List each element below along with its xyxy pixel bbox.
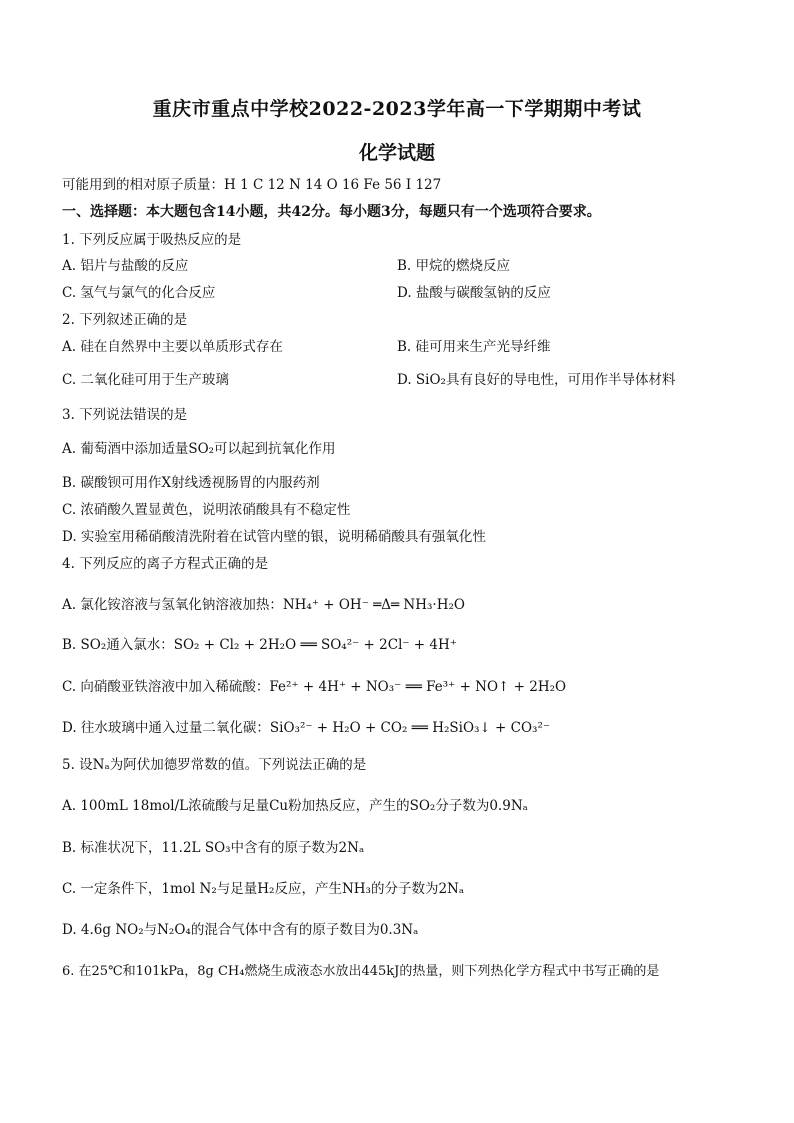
q1-option-a: A. 铝片与盐酸的反应 xyxy=(62,258,189,274)
q2-option-a: A. 硅在自然界中主要以单质形式存在 xyxy=(62,339,283,355)
q4-stem: 4. 下列反应的离子方程式正确的是 xyxy=(62,556,269,572)
atomic-mass-line: 可能用到的相对原子质量：H 1 C 12 N 14 O 16 Fe 56 I 127 xyxy=(62,177,442,193)
q4-option-b: B. SO₂通入氯水：SO₂ + Cl₂ + 2H₂O ══ SO₄²⁻ + 2Cl⁻ + 4H⁺ xyxy=(62,637,457,653)
q4-option-d: D. 往水玻璃中通入过量二氧化碳：SiO₃²⁻ + H₂O + CO₂ ══ H₂SiO₃↓ + CO₃²⁻ xyxy=(62,720,550,736)
q2-stem: 2. 下列叙述正确的是 xyxy=(62,312,188,328)
section-heading: 一、选择题：本大题包含14小题，共42分。每小题3分，每题只有一个选项符合要求。 xyxy=(62,204,601,220)
q3-option-d: D. 实验室用稀硝酸清洗附着在试管内壁的银，说明稀硝酸具有强氧化性 xyxy=(62,529,486,545)
q6-stem: 6. 在25℃和101kPa，8g CH₄燃烧生成液态水放出445kJ的热量，则下列热化学方程式中书写正确的是 xyxy=(62,964,660,979)
page-title: 重庆市重点中学校2022-2023学年高一下学期期中考试 xyxy=(152,98,642,120)
q5-option-b: B. 标准状况下，11.2L SO₃中含有的原子数为2Nₐ xyxy=(62,840,365,856)
page-subtitle: 化学试题 xyxy=(358,142,435,164)
q1-option-b: B. 甲烷的燃烧反应 xyxy=(397,258,511,274)
q2-option-d: D. SiO₂具有良好的导电性，可用作半导体材料 xyxy=(397,372,676,388)
q2-option-c: C. 二氧化硅可用于生产玻璃 xyxy=(62,372,229,388)
q4-option-c: C. 向硝酸亚铁溶液中加入稀硫酸：Fe²⁺ + 4H⁺ + NO₃⁻ ══ Fe³⁺ + NO↑ + 2H₂O xyxy=(62,679,567,695)
q4-option-a: A. 氯化铵溶液与氢氧化钠溶液加热：NH₄⁺ + OH⁻ ═Δ═ NH₃·H₂O xyxy=(62,597,465,613)
q5-option-c: C. 一定条件下，1mol N₂与足量H₂反应，产生NH₃的分子数为2Nₐ xyxy=(62,881,465,897)
q5-stem: 5. 设Nₐ为阿伏加德罗常数的值。下列说法正确的是 xyxy=(62,757,367,773)
q5-option-a: A. 100mL 18mol/L浓硫酸与足量Cu粉加热反应，产生的SO₂分子数为0.9Nₐ xyxy=(62,798,528,814)
q1-option-d: D. 盐酸与碳酸氢钠的反应 xyxy=(397,285,551,301)
q3-option-c: C. 浓硝酸久置显黄色，说明浓硝酸具有不稳定性 xyxy=(62,502,351,518)
q3-stem: 3. 下列说法错误的是 xyxy=(62,407,188,423)
q3-option-b: B. 碳酸钡可用作X射线透视肠胃的内服药剂 xyxy=(62,475,320,491)
q3-option-a: A. 葡萄酒中添加适量SO₂可以起到抗氧化作用 xyxy=(62,441,336,457)
q1-option-c: C. 氢气与氯气的化合反应 xyxy=(62,285,216,301)
q2-option-b: B. 硅可用来生产光导纤维 xyxy=(397,339,551,355)
q5-option-d: D. 4.6g NO₂与N₂O₄的混合气体中含有的原子数目为0.3Nₐ xyxy=(62,922,419,938)
q1-stem: 1. 下列反应属于吸热反应的是 xyxy=(62,232,242,248)
